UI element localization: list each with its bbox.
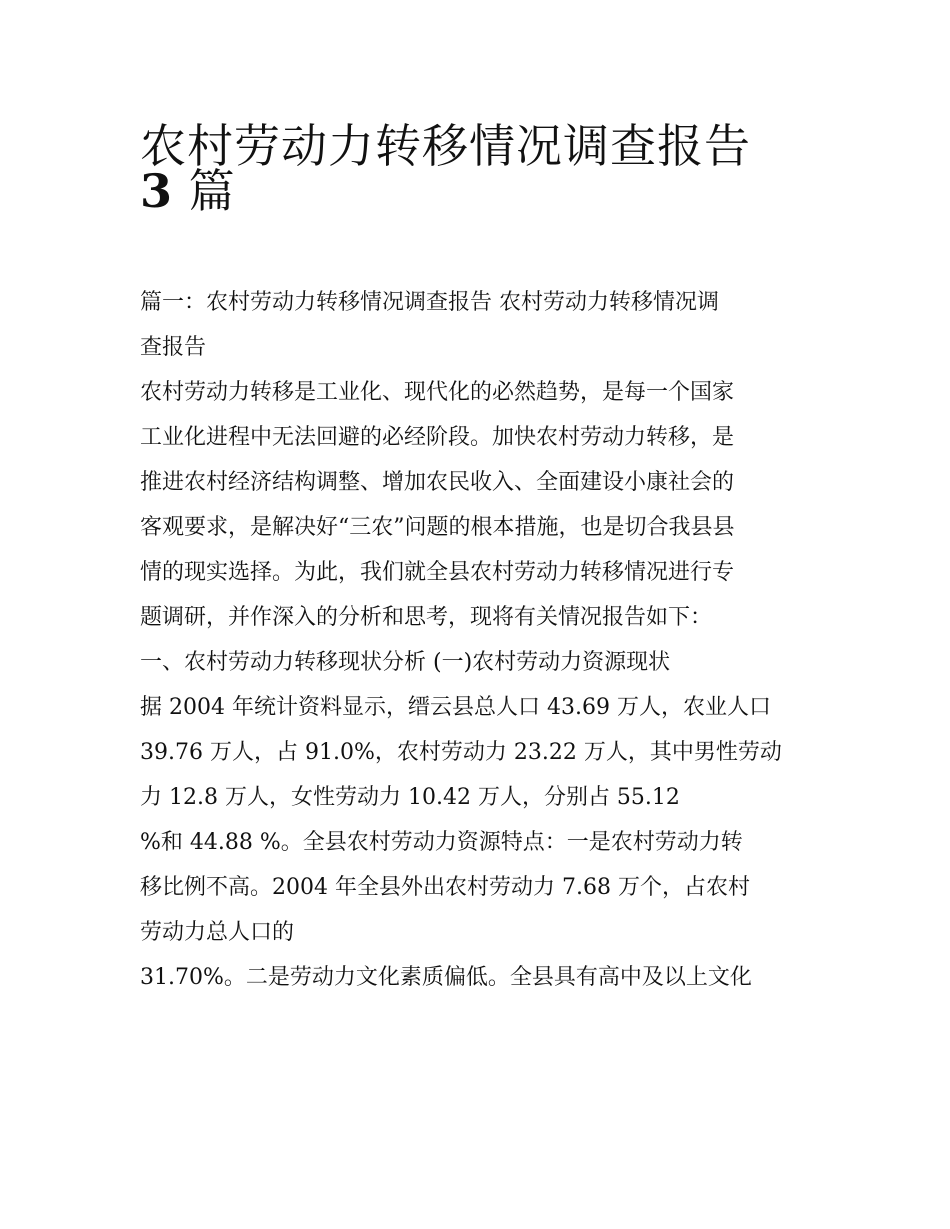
body-line-14: 移比例不高。2004 年全县外出农村劳动力 7.68 万个，占农村 (140, 875, 750, 900)
body-line-7: 情的现实选择。为此，我们就全县农村劳动力转移情况进行专 (140, 560, 735, 585)
body-line-9: 一、农村劳动力转移现状分析 (一)农村劳动力资源现状 (140, 650, 671, 675)
body-line-10: 据 2004 年统计资料显示，缙云县总人口 43.69 万人，农业人口 (140, 695, 771, 720)
body-line-8: 题调研，并作深入的分析和思考，现将有关情况报告如下： (140, 605, 713, 630)
body-line-12: 力 12.8 万人，女性劳动力 10.42 万人，分别占 55.12 (140, 785, 680, 810)
title-line-1: 农村劳动力转移情况调查报告 (140, 119, 751, 173)
title-number: 3 (140, 164, 174, 218)
document-title (140, 108, 820, 218)
body-line-16: 31.70%。二是劳动力文化素质偏低。全县具有高中及以上文化 (140, 965, 752, 990)
body-line-1: 篇一：农村劳动力转移情况调查报告 农村劳动力转移情况调 (140, 290, 719, 315)
document-body (140, 280, 820, 1000)
body-line-15: 劳动力总人口的 (140, 920, 295, 945)
body-line-13: %和 44.88 %。全县农村劳动力资源特点：一是农村劳动力转 (140, 830, 743, 855)
body-line-3: 农村劳动力转移是工业化、现代化的必然趋势，是每一个国家 (140, 380, 735, 405)
body-line-2: 查报告 (140, 335, 207, 360)
title-suffix: 篇 (188, 164, 236, 218)
body-line-4: 工业化进程中无法回避的必经阶段。加快农村劳动力转移，是 (140, 425, 735, 450)
body-line-6: 客观要求，是解决好“三农”问题的根本措施，也是切合我县县 (140, 515, 735, 540)
body-line-11: 39.76 万人，占 91.0%，农村劳动力 23.22 万人，其中男性劳动 (140, 740, 782, 765)
body-line-5: 推进农村经济结构调整、增加农民收入、全面建设小康社会的 (140, 470, 735, 495)
